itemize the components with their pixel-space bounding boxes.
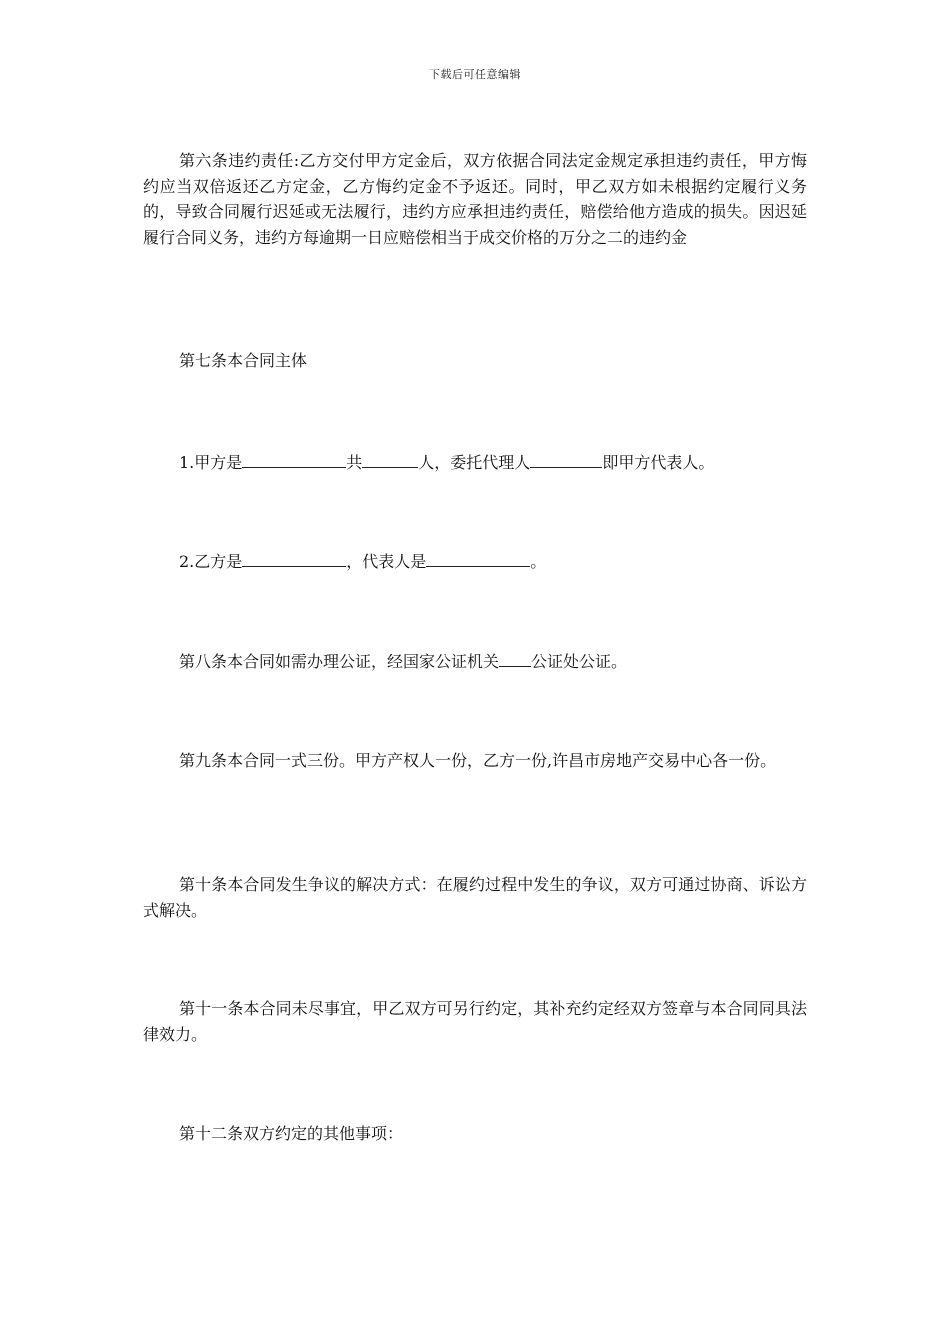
notary-office-blank[interactable] [499, 651, 531, 667]
article-7-title: 第七条本合同主体 [179, 351, 308, 370]
item-1-representative-label: 即甲方代表人。 [602, 453, 715, 472]
item-2-representative-label: ，代表人是 [346, 552, 427, 571]
party-a-name-blank[interactable] [242, 452, 346, 468]
article-10-paragraph: 第十条本合同发生争议的解决方式：在履约过程中发生的争议，双方可通过协商、诉讼方式解决。 [143, 875, 807, 920]
item-2-party-b-label: 2.乙方是 [179, 552, 243, 571]
article-9-paragraph: 第九条本合同一式三份。甲方产权人一份，乙方一份,许昌市房地产交易中心各一份。 [179, 751, 777, 770]
agent-name-blank[interactable] [530, 452, 602, 468]
party-b-representative-blank[interactable] [426, 551, 530, 567]
article-11-paragraph: 第十一条本合同未尽事宜，甲乙双方可另行约定，其补充约定经双方签章与本合同同具法律效力。 [143, 999, 807, 1044]
article-8-paragraph [143, 649, 807, 675]
item-1-total-label: 共 [346, 453, 363, 472]
page-header: 下载后可任意编辑 [429, 68, 521, 81]
article-7-item-1 [143, 450, 807, 476]
party-a-count-blank[interactable] [362, 452, 418, 468]
item-2-end-mark: 。 [530, 552, 547, 571]
article-12-paragraph: 第十二条双方约定的其他事项： [179, 1124, 404, 1143]
article-8-text-before: 第八条本合同如需办理公证，经国家公证机关 [179, 652, 500, 671]
article-8-text-after: 公证处公证。 [531, 652, 628, 671]
article-7-item-2 [143, 549, 807, 575]
item-1-agent-label: 人，委托代理人 [418, 453, 531, 472]
article-6-paragraph: 第六条违约责任:乙方交付甲方定金后，双方依据合同法定金规定承担违约责任，甲方悔约应当双倍返还乙方定金，乙方悔约定金不予返还。同时，甲乙双方如未根据约定履行义务的，导致合同履行迟延或无法履行，违约方应承担违约责任，赔偿给他方造成的损失。因迟延履行合同义务，违约方每逾期一日应赔偿相当于成交价格的万分之二的违约金 [143, 151, 807, 247]
item-1-party-a-label: 1.甲方是 [179, 453, 243, 472]
party-b-name-blank[interactable] [242, 551, 346, 567]
